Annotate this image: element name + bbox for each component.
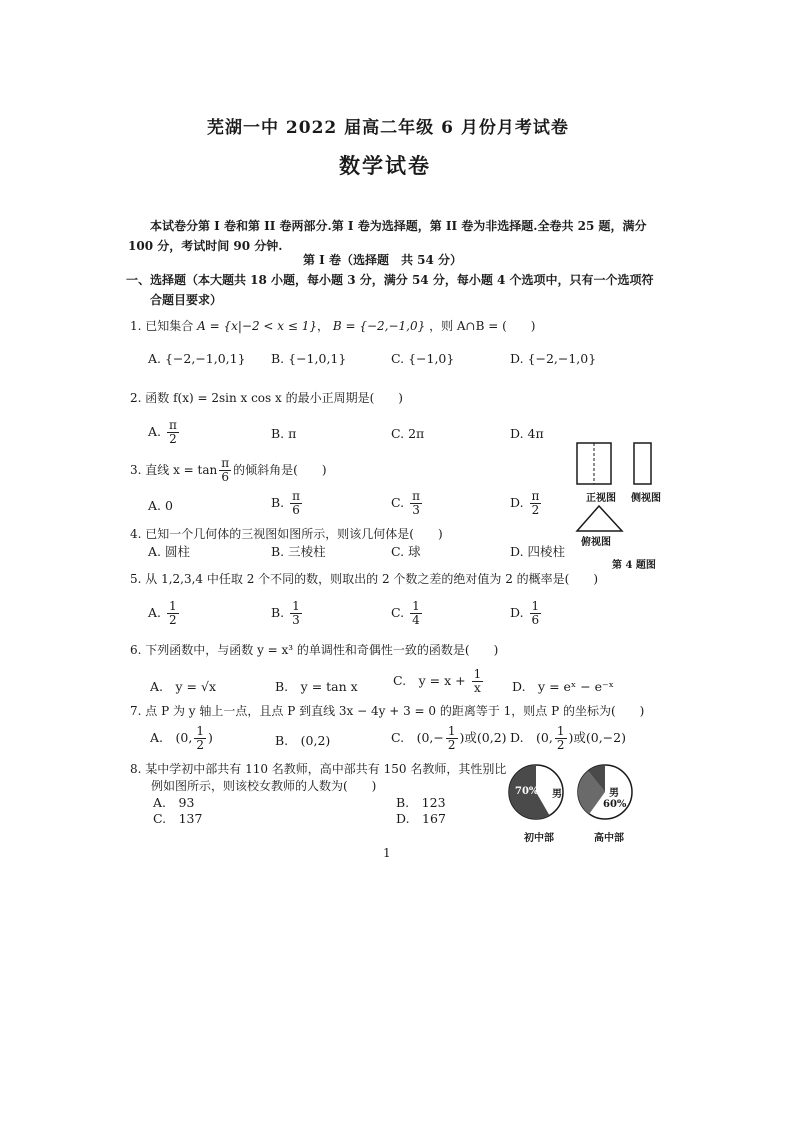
intro-line-1: 本试卷分第 I 卷和第 II 卷两部分.第 I 卷为选择题，第 II 卷为非选择题.全卷共 25 题，满分: [150, 219, 647, 233]
q1-option-d: D. {−2,−1,0}: [510, 351, 597, 366]
q3-opt-d-den: 2: [531, 503, 540, 517]
section-heading-line-2: 合题目要求）: [150, 293, 223, 307]
q4-option-a: A. 圆柱: [148, 544, 190, 559]
question-3-stem: [130, 457, 327, 484]
q6-option-d: D. y = eˣ − e⁻ˣ: [512, 679, 614, 694]
q4-figure-caption: 第 4 题图: [612, 560, 656, 571]
q3-opt-d-label: D.: [510, 495, 524, 510]
q3-opt-b-num: π: [292, 489, 301, 503]
q4-option-b: B. 三棱柱: [271, 544, 326, 559]
q7-opt-c-num: 1: [447, 724, 456, 738]
top-view-label: 俯视图: [581, 537, 611, 548]
q5-opt-d-den: 6: [531, 613, 540, 627]
q2-option-b: B. π: [271, 426, 297, 441]
section-heading-line-1: 一、选择题（本大题共 18 小题，每小题 3 分，满分 54 分，每小题 4 个选项中，只有一个选项符: [126, 273, 654, 287]
q7-opt-d-den: 2: [556, 738, 565, 752]
q6-option-b: B. y = tan x: [275, 679, 358, 694]
q3-option-a: A. 0: [148, 498, 173, 513]
q1-set-b: B = {−2,−1,0}: [332, 319, 426, 333]
q5-option-a: [148, 600, 181, 627]
senior-pie-pct-label: 60%: [603, 799, 627, 810]
q7-opt-d-post: )或(0,−2): [568, 730, 626, 745]
junior-pie-male-label: 男: [552, 789, 562, 800]
q2-option-a: [148, 419, 181, 446]
q2-option-c: C. 2π: [391, 426, 425, 441]
q3-opt-c-num: π: [412, 489, 420, 503]
side-view-rect: [634, 443, 651, 484]
q3-option-b: [271, 490, 304, 517]
question-4-stem: 4. 已知一个几何体的三视图如图所示，则该几何体是( ): [130, 527, 443, 541]
question-7-stem: 7. 点 P 为 y 轴上一点，且点 P 到直线 3x − 4y + 3 = 0 的距离等于 1，则点 P 的坐标为( ): [130, 704, 645, 718]
q6-opt-c-den: x: [473, 681, 481, 695]
q3-stem-den: 6: [221, 470, 230, 484]
q1-option-c: C. {−1,0}: [391, 351, 455, 366]
question-5-stem: 5. 从 1,2,3,4 中任取 2 个不同的数，则取出的 2 个数之差的绝对值为 2 的概率是( ): [130, 572, 599, 586]
q5-opt-b-num: 1: [292, 599, 300, 613]
q1-set-a: A = {x|−2 < x ≤ 1}: [197, 319, 317, 333]
q2-option-d: D. 4π: [510, 426, 544, 441]
q1-option-a: A. {−2,−1,0,1}: [148, 351, 246, 366]
q7-opt-a-pre: A. (0,: [150, 730, 193, 745]
q3-opt-c-den: 3: [412, 503, 420, 517]
q3-opt-d-num: π: [531, 489, 540, 503]
q4-option-c: C. 球: [391, 544, 421, 559]
q7-option-c: [391, 725, 507, 752]
q3-option-c: [391, 490, 424, 517]
q8-option-d: D. 167: [396, 811, 446, 826]
junior-pie-inner-label: 70%: [515, 786, 539, 797]
q5-opt-c-label: C.: [391, 605, 405, 620]
top-view-triangle: [577, 506, 622, 531]
q4-option-d: D. 四棱柱: [510, 544, 566, 559]
senior-pie-male-label: 男: [609, 788, 619, 799]
q5-opt-d-num: 1: [531, 599, 540, 613]
question-1-stem: 1. 已知集合 A = {x|−2 < x ≤ 1}， B = {−2,−1,0} ，则 A∩B = ( ): [130, 319, 536, 333]
q8-option-a: A. 93: [153, 795, 195, 810]
q7-opt-d-num: 1: [556, 724, 565, 738]
q7-option-a: [150, 725, 213, 752]
q7-opt-a-num: 1: [196, 724, 204, 738]
exam-title: 芜湖一中 2022 届高二年级 6 月份月考试卷: [207, 118, 569, 138]
subject-title: 数学试卷: [339, 153, 431, 178]
q5-option-b: [271, 600, 304, 627]
q1-stem-post: ，则 A∩B = ( ): [429, 319, 536, 333]
question-6-stem: 6. 下列函数中，与函数 y = x³ 的单调性和奇偶性一致的函数是( ): [130, 643, 499, 657]
q5-option-d: [510, 600, 543, 627]
page-number: 1: [383, 846, 391, 860]
q6-option-a: A. y = √x: [150, 679, 216, 694]
q7-opt-c-den: 2: [447, 738, 456, 752]
q3-opt-c-label: C.: [391, 495, 405, 510]
q2-opt-a-den: 2: [169, 432, 177, 446]
intro-line-2: 100 分，考试时间 90 分钟.: [128, 239, 283, 253]
q8-option-b: B. 123: [396, 795, 446, 810]
q8-option-c: C. 137: [153, 811, 203, 826]
q7-opt-a-den: 2: [196, 738, 204, 752]
q3-stem-num: π: [221, 456, 230, 470]
q5-opt-b-den: 3: [292, 613, 300, 627]
q3-stem-pre: 3. 直线 x = tan: [130, 463, 218, 477]
q7-opt-c-pre: C. (0,−: [391, 730, 444, 745]
question-2-stem: 2. 函数 f(x) = 2sin x cos x 的最小正周期是( ): [130, 391, 403, 405]
q7-opt-a-post: ): [207, 730, 213, 745]
side-view-label: 侧视图: [631, 493, 661, 504]
q3-opt-b-den: 6: [292, 503, 300, 517]
q6-option-c: [393, 668, 485, 695]
front-view-label: 正视图: [586, 493, 616, 504]
q7-option-d: [510, 725, 626, 752]
q3-option-d: [510, 490, 543, 517]
q6-opt-c-pre: C. y = x +: [393, 673, 466, 688]
q1-option-b: B. {−1,0,1}: [271, 351, 347, 366]
question-8-stem-line-2: 例如图所示，则该校女教师的人数为( ): [151, 779, 377, 793]
q5-opt-a-label: A.: [148, 605, 162, 620]
q5-opt-c-den: 4: [412, 613, 420, 627]
q5-opt-c-num: 1: [412, 599, 420, 613]
q5-opt-a-num: 1: [169, 599, 177, 613]
q5-opt-d-label: D.: [510, 605, 524, 620]
q7-option-b: B. (0,2): [275, 733, 331, 748]
senior-pie-caption: 高中部: [594, 833, 624, 844]
q7-opt-d-pre: D. (0,: [510, 730, 553, 745]
q2-opt-a-num: π: [169, 418, 177, 432]
q3-stem-post: 的倾斜角是( ): [233, 463, 327, 477]
part1-heading: 第 I 卷（选择题 共 54 分）: [303, 253, 463, 267]
question-8-stem-line-1: 8. 某中学初中部共有 110 名教师，高中部共有 150 名教师，其性别比: [130, 762, 507, 776]
q6-opt-c-num: 1: [473, 667, 482, 681]
q1-stem-pre: 1. 已知集合: [130, 319, 194, 333]
q3-opt-b-label: B.: [271, 495, 285, 510]
junior-pie-caption: 初中部: [524, 833, 554, 844]
q5-opt-b-label: B.: [271, 605, 285, 620]
q5-opt-a-den: 2: [169, 613, 177, 627]
q2-opt-a-label: A.: [148, 424, 162, 439]
q7-opt-c-post: )或(0,2): [459, 730, 507, 745]
q5-option-c: [391, 600, 424, 627]
